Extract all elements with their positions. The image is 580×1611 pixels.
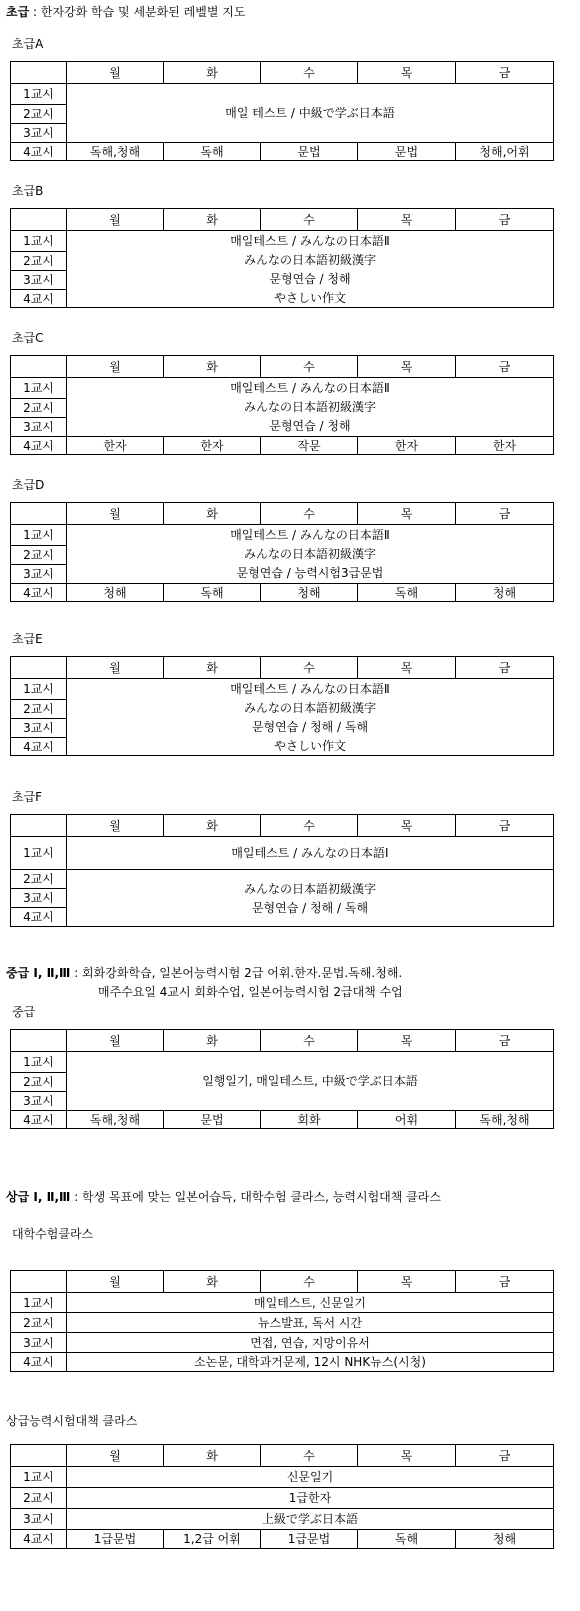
day-tue: 화 (164, 503, 261, 525)
day-wed: 수 (261, 815, 358, 837)
day-tue: 화 (164, 657, 261, 679)
day-mon: 월 (67, 503, 164, 525)
intro-intermediate (6, 966, 402, 980)
merged-cell (67, 525, 554, 584)
day-mon: 월 (67, 1271, 164, 1293)
day-thu: 목 (358, 815, 456, 837)
merged-line: 매일테스트 / みんなの日本語Ⅱ (230, 681, 390, 696)
period-1: 1교시 (11, 837, 67, 870)
corner-cell (11, 356, 67, 378)
p4-tue: 독해 (164, 584, 261, 602)
period-1: 1교시 (11, 1052, 67, 1073)
day-mon: 월 (67, 356, 164, 378)
timetable-mid (10, 1029, 554, 1129)
day-fri: 금 (456, 815, 554, 837)
day-tue: 화 (164, 1271, 261, 1293)
period-3: 3교시 (11, 1333, 67, 1353)
merged-line: 문형연습 / 청해 / 독해 (251, 719, 369, 734)
intro-intermediate-text: : 회화강화학습, 일본어능력시험 2급 어휘.한자.문법.독해.청해. (70, 966, 403, 980)
merged-line: やさしい作文 (273, 290, 346, 305)
intro-beginner-label: 초급 (6, 5, 30, 19)
merged-line: 매일 테스트 / 中級で学ぶ日本語 (225, 106, 395, 120)
section-title-a: 초급A (12, 37, 44, 51)
section-title-d: 초급D (12, 478, 45, 492)
intro-advanced-label: 상급 Ⅰ, Ⅱ,Ⅲ (6, 1190, 71, 1204)
timetable-univ (10, 1270, 554, 1372)
day-fri: 금 (456, 1030, 554, 1052)
p4-tue: 한자 (164, 437, 261, 455)
p4-fri: 청해 (456, 1530, 554, 1549)
timetable-b (10, 208, 554, 308)
section-title-f: 초급F (12, 790, 43, 804)
corner-cell (11, 1271, 67, 1293)
period-3: 3교시 (11, 418, 67, 437)
day-thu: 목 (358, 1271, 456, 1293)
day-tue: 화 (164, 1030, 261, 1052)
merged-line: みんなの日本語初級漢字 (243, 400, 376, 414)
day-thu: 목 (358, 1445, 456, 1467)
period-4: 4교시 (11, 143, 67, 161)
intro-advanced-text: : 학생 목표에 맞는 일본어습득, 대학수험 클라스, 능력시험대책 클라스 (70, 1190, 441, 1204)
merged-line: みんなの日本語初級漢字 (243, 547, 376, 561)
merged-line: 문형연습 / 청해 (269, 271, 351, 286)
day-tue: 화 (164, 1445, 261, 1467)
period-3: 3교시 (11, 565, 67, 584)
row-4-content: 소논문, 대학과거문제, 12시 NHK뉴스(시청) (67, 1353, 554, 1372)
period-3: 3교시 (11, 271, 67, 290)
p4-thu: 독해 (358, 584, 456, 602)
merged-line: 매일테스트 / みんなの日本語Ⅱ (230, 233, 390, 248)
p4-thu: 문법 (358, 143, 456, 161)
day-wed: 수 (261, 209, 358, 231)
period-4: 4교시 (11, 908, 67, 927)
timetable-c (10, 355, 554, 455)
period-2: 2교시 (11, 700, 67, 719)
day-wed: 수 (261, 1445, 358, 1467)
period-3: 3교시 (11, 889, 67, 908)
merged-line: 매일테스트 / みんなの日本語Ⅱ (230, 381, 390, 395)
p4-mon: 1급문법 (67, 1530, 164, 1549)
p4-wed: 청해 (261, 584, 358, 602)
period-2: 2교시 (11, 399, 67, 418)
intro-beginner (6, 5, 245, 19)
period-4: 4교시 (11, 738, 67, 756)
merged-cell (67, 1052, 554, 1111)
p4-thu: 어휘 (358, 1111, 456, 1129)
section-title-univ: 대학수험클라스 (12, 1227, 94, 1241)
header-row (11, 62, 554, 84)
intro-intermediate-text2: 매주수요일 4교시 회화수업, 일본어능력시험 2급대책 수업 (98, 985, 403, 999)
row-3-content: 上級で学ぶ日本語 (67, 1509, 554, 1530)
day-fri: 금 (456, 503, 554, 525)
p4-fri: 독해,청해 (456, 1111, 554, 1129)
day-fri: 금 (456, 356, 554, 378)
day-wed: 수 (261, 62, 358, 84)
period-2: 2교시 (11, 1073, 67, 1092)
merged-line: 문형연습 / 청해 / 독해 (251, 900, 369, 915)
period-2: 2교시 (11, 546, 67, 565)
period-2: 2교시 (11, 252, 67, 271)
p4-wed: 회화 (261, 1111, 358, 1129)
merged-line: みんなの日本語初級漢字 (243, 881, 376, 896)
merged-line: みんなの日本語初級漢字 (243, 252, 376, 267)
period-1: 1교시 (11, 231, 67, 252)
section-title-c: 초급C (12, 331, 44, 345)
day-tue: 화 (164, 356, 261, 378)
merged-line: みんなの日本語初級漢字 (243, 700, 376, 715)
period-3: 3교시 (11, 1092, 67, 1111)
p4-fri: 한자 (456, 437, 554, 455)
period-1: 1교시 (11, 525, 67, 546)
day-fri: 금 (456, 1445, 554, 1467)
row-1-content: 매일테스트, 신문일기 (67, 1293, 554, 1313)
row-2-content: 뉴스발표, 독서 시간 (67, 1313, 554, 1333)
period-2: 2교시 (11, 870, 67, 889)
p4-tue: 1,2급 어휘 (164, 1530, 261, 1549)
corner-cell (11, 1445, 67, 1467)
day-tue: 화 (164, 815, 261, 837)
intro-advanced (6, 1190, 441, 1204)
day-mon: 월 (67, 1030, 164, 1052)
day-thu: 목 (358, 657, 456, 679)
corner-cell (11, 657, 67, 679)
day-wed: 수 (261, 503, 358, 525)
timetable-adv (10, 1444, 554, 1549)
day-fri: 금 (456, 1271, 554, 1293)
section-title-mid: 중급 (12, 1005, 36, 1019)
day-mon: 월 (67, 657, 164, 679)
p4-fri: 청해,어휘 (456, 143, 554, 161)
period-1: 1교시 (11, 378, 67, 399)
day-mon: 월 (67, 62, 164, 84)
merged-line: 문형연습 / 청해 (269, 419, 351, 433)
corner-cell (11, 209, 67, 231)
p4-mon: 한자 (67, 437, 164, 455)
period-3: 3교시 (11, 124, 67, 143)
period-4: 4교시 (11, 1353, 67, 1372)
intro-intermediate-label: 중급 Ⅰ, Ⅱ,Ⅲ (6, 966, 71, 980)
day-mon: 월 (67, 815, 164, 837)
period-3: 3교시 (11, 719, 67, 738)
p4-wed: 작문 (261, 437, 358, 455)
day-thu: 목 (358, 356, 456, 378)
period-2: 2교시 (11, 1488, 67, 1509)
p4-thu: 한자 (358, 437, 456, 455)
merged-line: 매일테스트 / みんなの日本語Ⅱ (230, 528, 390, 542)
day-fri: 금 (456, 209, 554, 231)
period-4: 4교시 (11, 437, 67, 455)
p4-tue: 독해 (164, 143, 261, 161)
p4-fri: 청해 (456, 584, 554, 602)
row-3-content: 면접, 연습, 지망이유서 (67, 1333, 554, 1353)
merged-line: 일행일기, 매일테스트, 中級で学ぶ日本語 (202, 1074, 418, 1088)
merged-cell (67, 84, 554, 143)
section-title-e: 초급E (12, 632, 43, 646)
day-wed: 수 (261, 1030, 358, 1052)
corner-cell (11, 1030, 67, 1052)
period-3: 3교시 (11, 1509, 67, 1530)
intro-beginner-text: : 한자강화 학습 및 세분화된 레벨별 지도 (29, 5, 246, 19)
merged-cell (67, 679, 554, 756)
p4-mon: 청해 (67, 584, 164, 602)
period-4: 4교시 (11, 290, 67, 308)
p4-wed: 문법 (261, 143, 358, 161)
p4-thu: 독해 (358, 1530, 456, 1549)
corner-cell (11, 62, 67, 84)
day-thu: 목 (358, 1030, 456, 1052)
row-2-content: 1급한자 (67, 1488, 554, 1509)
corner-cell (11, 503, 67, 525)
merged-cell (67, 870, 554, 927)
corner-cell (11, 815, 67, 837)
merged-line: やさしい作文 (273, 738, 346, 753)
period-4: 4교시 (11, 1530, 67, 1549)
day-mon: 월 (67, 209, 164, 231)
day-thu: 목 (358, 62, 456, 84)
p4-mon: 독해,청해 (67, 1111, 164, 1129)
day-wed: 수 (261, 1271, 358, 1293)
timetable-d (10, 502, 554, 602)
day-wed: 수 (261, 356, 358, 378)
p1-merged-cell: 매일테스트 / みんなの日本語Ⅰ (67, 837, 554, 870)
period-1: 1교시 (11, 1467, 67, 1488)
merged-cell (67, 231, 554, 308)
period-2: 2교시 (11, 105, 67, 124)
day-fri: 금 (456, 62, 554, 84)
period-1: 1교시 (11, 1293, 67, 1313)
period-4: 4교시 (11, 1111, 67, 1129)
timetable-f (10, 814, 554, 927)
day-thu: 목 (358, 503, 456, 525)
timetable-e (10, 656, 554, 756)
row-1-content: 신문일기 (67, 1467, 554, 1488)
day-wed: 수 (261, 657, 358, 679)
day-fri: 금 (456, 657, 554, 679)
merged-line: 문형연습 / 능력시험3급문법 (236, 566, 384, 580)
day-tue: 화 (164, 209, 261, 231)
merged-cell (67, 378, 554, 437)
section-title-b: 초급B (12, 184, 44, 198)
period-1: 1교시 (11, 679, 67, 700)
period-1: 1교시 (11, 84, 67, 105)
day-mon: 월 (67, 1445, 164, 1467)
p4-mon: 독해,청해 (67, 143, 164, 161)
period-4: 4교시 (11, 584, 67, 602)
p4-wed: 1급문법 (261, 1530, 358, 1549)
p4-tue: 문법 (164, 1111, 261, 1129)
timetable-a (10, 61, 554, 161)
section-title-adv: 상급능력시험대책 클라스 (6, 1414, 138, 1428)
period-2: 2교시 (11, 1313, 67, 1333)
day-thu: 목 (358, 209, 456, 231)
day-tue: 화 (164, 62, 261, 84)
